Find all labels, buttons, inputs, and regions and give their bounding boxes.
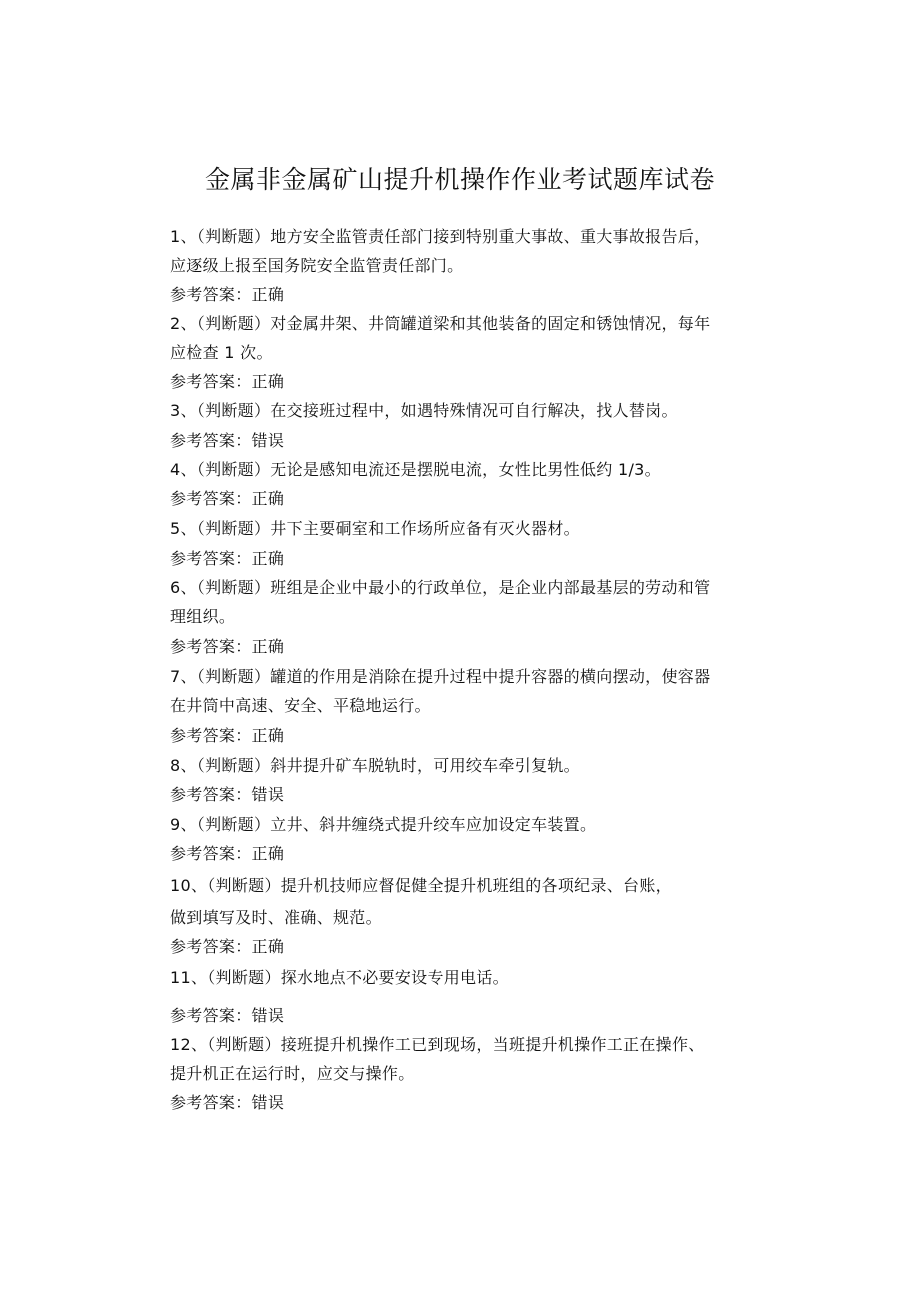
answer-label: 参考答案：: [170, 372, 252, 391]
question-3-line-1: 3、（判断题）在交接班过程中，如遇特殊情况可自行解决，找人替岗。: [170, 401, 678, 420]
answer-10: [170, 936, 760, 958]
answer-8: [170, 784, 760, 806]
answer-value: 正确: [251, 844, 285, 863]
question-10-line-1: 10、（判断题）提升机技师应督促健全提升机班组的各项纪录、台账，: [170, 876, 672, 895]
answer-value: 正确: [251, 937, 285, 956]
answer-label: 参考答案：: [170, 549, 252, 568]
answer-value: 正确: [251, 285, 285, 304]
question-2-line-1: 2、（判断题）对金属井架、井筒罐道梁和其他装备的固定和锈蚀情况，每年: [170, 314, 711, 333]
question-8-line-1: 8、（判断题）斜井提升矿车脱轨时，可用绞车牵引复轨。: [170, 756, 580, 775]
question-9-line-1: 9、（判断题）立井、斜井缠绕式提升绞车应加设定车装置。: [170, 815, 597, 834]
answer-label: 参考答案：: [170, 1093, 252, 1112]
answer-3: [170, 430, 760, 452]
question-7-line-2: 在井筒中高速、安全、平稳地运行。: [170, 696, 431, 715]
answer-label: 参考答案：: [170, 844, 252, 863]
answer-value: 正确: [251, 372, 285, 391]
answer-4: [170, 488, 760, 510]
question-6-line-1: 6、（判断题）班组是企业中最小的行政单位，是企业内部最基层的劳动和管: [170, 578, 711, 597]
question-2-line-2: 应检查 1 次。: [170, 343, 273, 362]
answer-value: 错误: [251, 431, 285, 450]
question-10-line-2: 做到填写及时、准确、规范。: [170, 908, 382, 927]
question-7-line-1: 7、（判断题）罐道的作用是消除在提升过程中提升容器的横向摆动，使容器: [170, 667, 711, 686]
question-1-line-1: 1、（判断题）地方安全监管责任部门接到特别重大事故、重大事故报告后，: [170, 227, 711, 246]
answer-7: [170, 725, 760, 747]
answer-11: [170, 1005, 760, 1027]
answer-label: 参考答案：: [170, 785, 252, 804]
question-4-line-1: 4、（判断题）无论是感知电流还是摆脱电流，女性比男性低约 1/3。: [170, 460, 661, 479]
question-6-line-2: 理组织。: [170, 607, 236, 626]
answer-label: 参考答案：: [170, 637, 252, 656]
question-5-line-1: 5、（判断题）井下主要硐室和工作场所应备有灭火器材。: [170, 519, 580, 538]
answer-12: [170, 1092, 760, 1114]
answer-value: 错误: [251, 1093, 285, 1112]
answer-value: 正确: [251, 489, 285, 508]
answer-value: 正确: [251, 637, 285, 656]
answer-9: [170, 843, 760, 865]
answer-label: 参考答案：: [170, 937, 252, 956]
answer-label: 参考答案：: [170, 285, 252, 304]
answer-label: 参考答案：: [170, 1006, 252, 1025]
answer-5: [170, 548, 760, 570]
question-12-line-2: 提升机正在运行时，应交与操作。: [170, 1064, 415, 1083]
document-title: 金属非金属矿山提升机操作作业考试题库试卷: [204, 165, 715, 194]
answer-1: [170, 284, 760, 306]
answer-label: 参考答案：: [170, 489, 252, 508]
answer-2: [170, 371, 760, 393]
question-11-line-1: 11、（判断题）探水地点不必要安设专用电话。: [170, 968, 509, 987]
answer-value: 正确: [251, 549, 285, 568]
answer-value: 正确: [251, 726, 285, 745]
answer-value: 错误: [251, 1006, 285, 1025]
answer-label: 参考答案：: [170, 431, 252, 450]
answer-label: 参考答案：: [170, 726, 252, 745]
question-12-line-1: 12、（判断题）接班提升机操作工已到现场，当班提升机操作工正在操作、: [170, 1035, 705, 1054]
answer-value: 错误: [251, 785, 285, 804]
answer-6: [170, 636, 760, 658]
question-1-line-2: 应逐级上报至国务院安全监管责任部门。: [170, 256, 464, 275]
